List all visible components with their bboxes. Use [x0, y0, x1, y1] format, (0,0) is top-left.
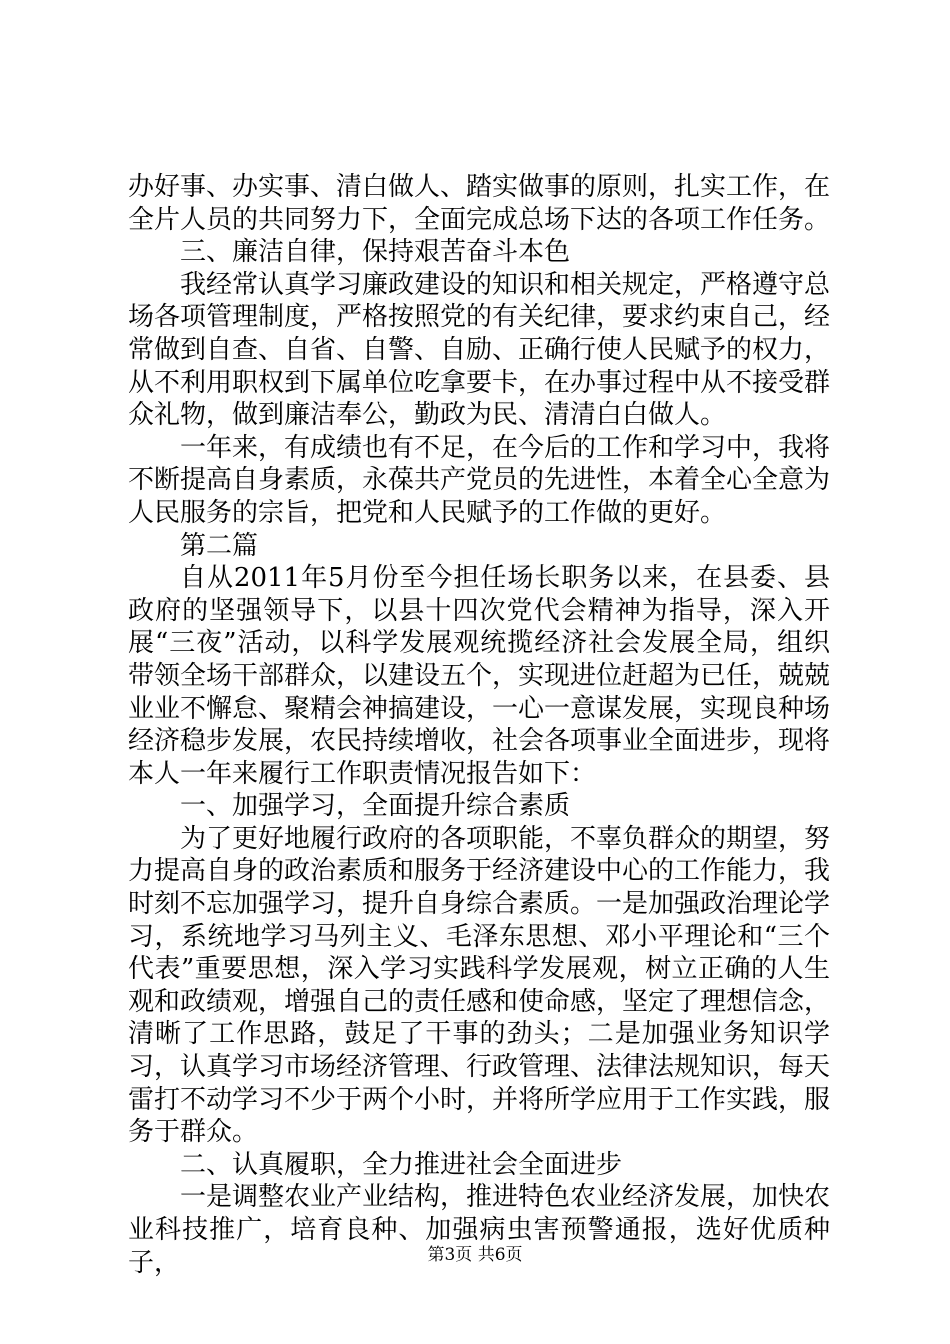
section-heading-2: 二、认真履职，全力推进社会全面进步	[180, 1149, 623, 1180]
page-footer: 第3页 共6页	[427, 1245, 523, 1265]
section-heading-3: 三、廉洁自律，保持艰苦奋斗本色	[180, 237, 571, 268]
paragraph: 一是调整农业产业结构，推进特色农业经济发展，加快农业科技推广，培育良种、加强病虫害预警通报，选好优质种子，	[128, 1182, 831, 1278]
paragraph: 我经常认真学习廉政建设的知识和相关规定，严格遵守总场各项管理制度，严格按照党的有关纪律，要求约束自己，经常做到自查、自省、自警、自励、正确行使人民赋予的权力，从不利用职权到下属单位吃拿要卡，在办事过程中从不接受群众礼物，做到廉洁奉公，勤政为民、清清白白做人。	[128, 269, 831, 431]
part-heading: 第二篇	[180, 530, 259, 561]
paragraph: 一年来，有成绩也有不足，在今后的工作和学习中，我将不断提高自身素质，永葆共产党员的先进性，本着全心全意为人民服务的宗旨，把党和人民赋予的工作做的更好。	[128, 432, 831, 528]
paragraph: 为了更好地履行政府的各项职能，不辜负群众的期望，努力提高自身的政治素质和服务于经济建设中心的工作能力，我时刻不忘加强学习，提升自身综合素质。一是加强政治理论学习，系统地学习马列主义、毛泽东思想、邓小平理论和“三个代表”重要思想，深入学习实践科学发展观，树立正确的人生观和政绩观，增强自己的责任感和使命感，坚定了理想信念，清晰了工作思路，鼓足了干事的劲头；二是加强业务知识学习，认真学习市场经济管理、行政管理、法律法规知识，每天雷打不动学习不少于两个小时，并将所学应用于工作实践，服务于群众。	[128, 823, 831, 1148]
document-body	[128, 171, 830, 1279]
paragraph: 自从2011年5月份至今担任场长职务以来，在县委、县政府的坚强领导下，以县十四次党代会精神为指导，深入开展“三夜”活动，以科学发展观统揽经济社会发展全局，组织带领全场干部群众，以建设五个，实现进位赶超为已任，兢兢业业不懈怠、聚精会神搞建设，一心一意谋发展，实现良种场经济稳步发展，农民持续增收，社会各项事业全面进步，现将本人一年来履行工作职责情况报告如下：	[128, 563, 831, 789]
paragraph-continued: 办好事、办实事、清白做人、踏实做事的原则，扎实工作，在全片人员的共同努力下，全面完成总场下达的各项工作任务。	[128, 172, 831, 235]
section-heading-1: 一、加强学习，全面提升综合素质	[180, 791, 571, 822]
